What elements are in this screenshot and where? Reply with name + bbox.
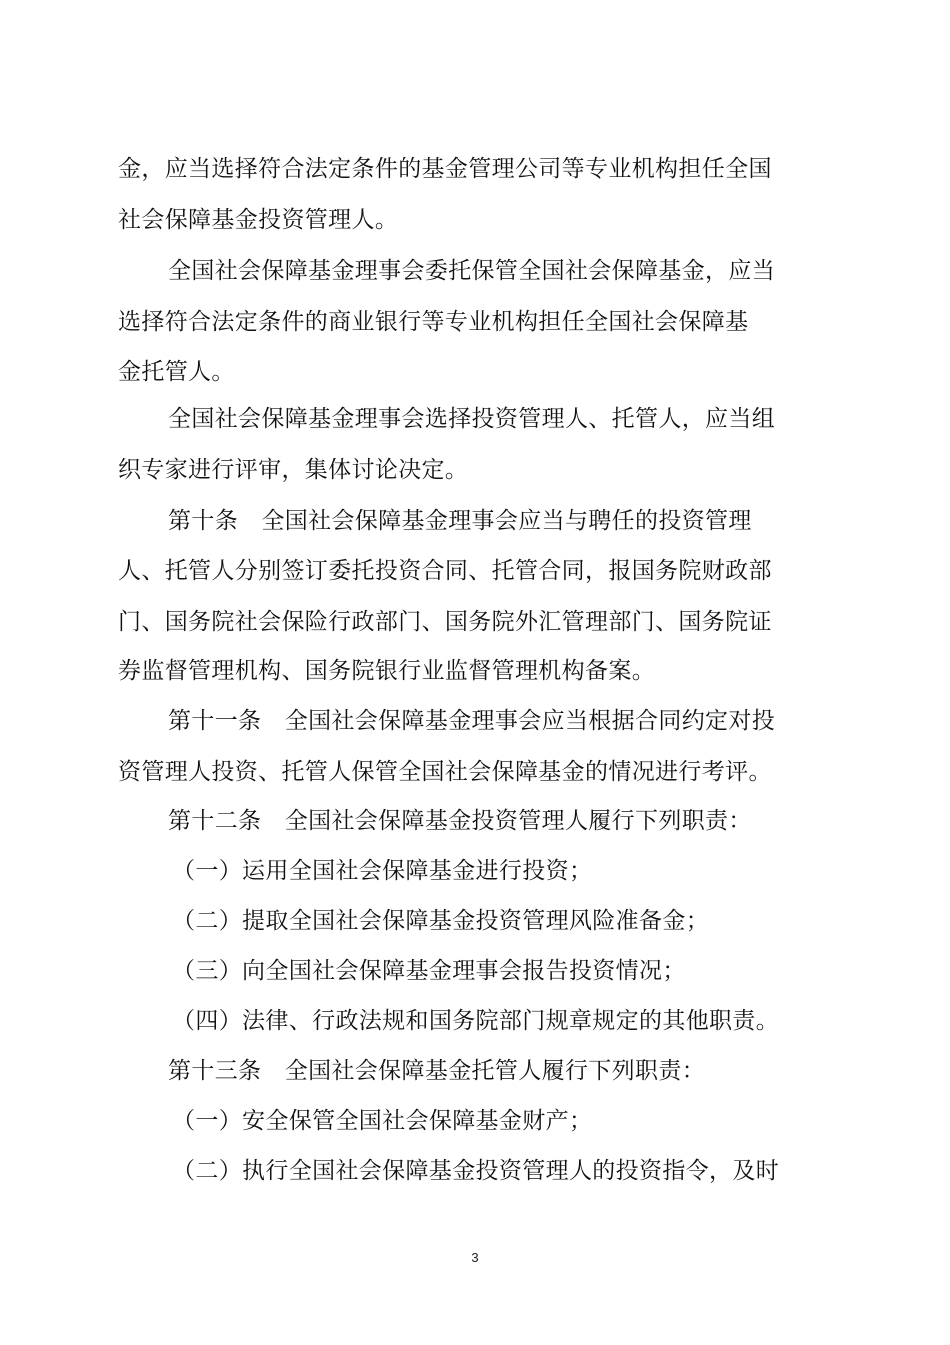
text-line: 选择符合法定条件的商业银行等专业机构担任全国社会保障基 <box>118 309 749 335</box>
text-line: 织专家进行评审，集体讨论决定。 <box>118 457 469 483</box>
text-line: 门、国务院社会保险行政部门、国务院外汇管理部门、国务院证 <box>118 609 772 635</box>
text-line: 全国社会保障基金理事会选择投资管理人、托管人，应当组 <box>168 406 776 432</box>
text-line: 第十二条 全国社会保障基金投资管理人履行下列职责： <box>168 808 752 834</box>
list-item: （一）安全保管全国社会保障基金财产； <box>172 1108 593 1134</box>
text-line: 全国社会保障基金理事会委托保管全国社会保障基金，应当 <box>168 258 776 284</box>
page-number: 3 <box>471 1250 479 1265</box>
text-line: 金，应当选择符合法定条件的基金管理公司等专业机构担任全国 <box>118 156 772 182</box>
list-item: （二）提取全国社会保障基金投资管理风险准备金； <box>172 908 710 934</box>
text-line: 第十三条 全国社会保障基金托管人履行下列职责： <box>168 1058 706 1084</box>
list-item: （二）执行全国社会保障基金投资管理人的投资指令，及时 <box>172 1158 780 1184</box>
text-line: 券监督管理机构、国务院银行业监督管理机构备案。 <box>118 658 656 684</box>
text-line: 人、托管人分别签订委托投资合同、托管合同，报国务院财政部 <box>118 558 772 584</box>
text-line: 第十条 全国社会保障基金理事会应当与聘任的投资管理 <box>168 508 752 534</box>
list-item: （三）向全国社会保障基金理事会报告投资情况； <box>172 958 686 984</box>
text-line: 社会保障基金投资管理人。 <box>118 207 399 233</box>
text-line: 资管理人投资、托管人保管全国社会保障基金的情况进行考评。 <box>118 759 772 785</box>
text-line: 第十一条 全国社会保障基金理事会应当根据合同约定对投 <box>168 708 776 734</box>
list-item: （四）法律、行政法规和国务院部门规章规定的其他职责。 <box>172 1008 780 1034</box>
text-line: 金托管人。 <box>118 359 235 385</box>
list-item: （一）运用全国社会保障基金进行投资； <box>172 858 593 884</box>
